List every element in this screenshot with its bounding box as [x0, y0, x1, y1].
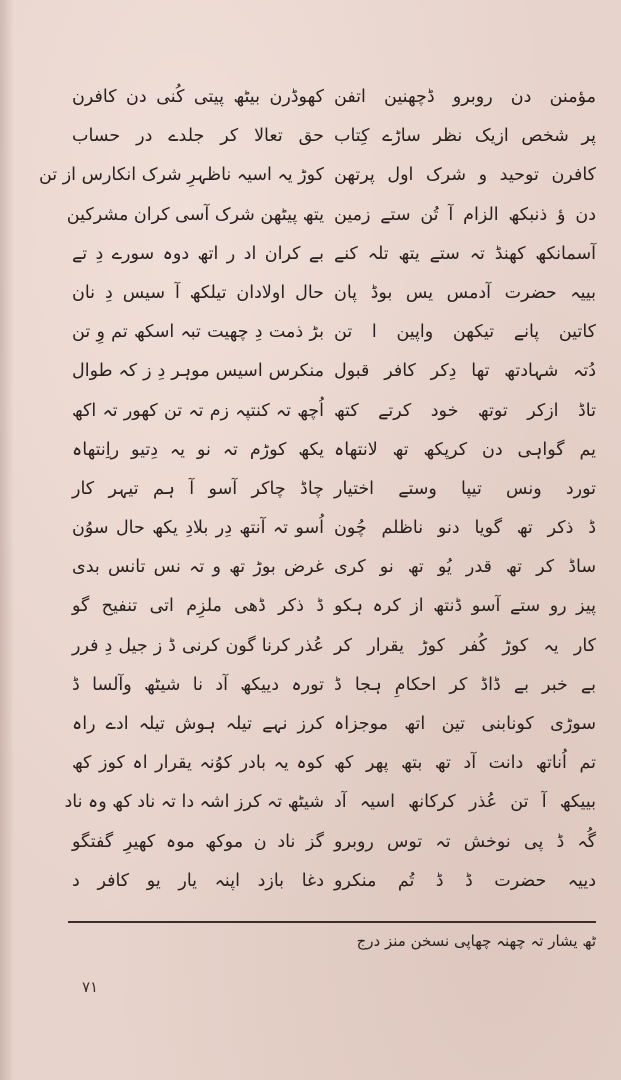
right-column-line: سوڑی کونابنی تین اتھ موجزاہ: [334, 714, 596, 734]
left-column-line: یتھ پیٹھن شرک آسی کران مشرکین: [66, 204, 324, 225]
right-column-line: تورد ونس تیپا وستے اختیار: [334, 478, 596, 499]
page-shadow-edge: [0, 0, 14, 1080]
left-column-line: گز ناد ن موکھ موہ کھیرِ گفتگو: [72, 831, 324, 852]
left-column-line: غرض بوڑ تھ و تہ نس تانس بدی: [72, 557, 324, 578]
right-column-line: بییکھ آ تن عُذر کرکانھ اسیہ آد: [334, 792, 596, 813]
left-column-line: بڑ ذمت دِ چھیت تبہ اسکھ تم وِ تن: [72, 322, 324, 343]
left-column-line: منکرس اسیس موہر دِ ز کہ طوال: [72, 361, 324, 382]
right-column-line: گُہ ڈ پی نوخش تہ توس روبرو: [334, 831, 596, 852]
right-column-line: دُتہ شہادتھ تھا دِکر کافر قبول: [334, 361, 596, 382]
left-column-line: اُسو تہ آنتھ دِر بلادِ یکھ حال سوُن: [72, 518, 324, 539]
left-column-line: چاڈ چاکر آسو آ ہم تیہر کار: [72, 478, 324, 499]
right-column-line: مؤمنن دن روبرو ڈچھنین اتفن: [334, 87, 596, 107]
right-column-line: بییہ حضرت آدمس یس بوڈ پان: [334, 282, 596, 303]
left-column-line: ڈ ذکر ڈھی ملزِم اتی تنفیح گو: [72, 596, 324, 617]
left-column-line: اُچھ تہ کنتپہ زم تہ تن کھور تہ اکھ: [72, 400, 324, 421]
right-verse-column: [334, 78, 596, 901]
right-column-line: پیز رو ستے آسو ڈنتھ از کرہ ہکو: [334, 596, 596, 617]
footnote-text: ٹھ یشار تہ چھنہ چھاپی نسخن منز درج: [356, 932, 596, 950]
left-column-line: کوہ یہ بادر کوُنہ یقرار اہ کوز کھ: [72, 753, 324, 774]
left-column-line: یکھ کوڑم تہ نو یہ دِتیو راِنتھاہ: [72, 439, 324, 460]
right-column-line: آسمانکھ کھنڈ تہ ستے یتھ تلہ کنے: [334, 243, 596, 264]
left-column-line: شیٹھ تہ کرز اشہ دا تہ ناد کھ وہ ناد: [64, 792, 324, 813]
left-column-line: حال اولادان تیلکھ آ سیس دِ نان: [72, 282, 324, 303]
left-column-line: کرز نہے تیلہ ہوش تیلہ ادے راہ: [72, 714, 324, 734]
page-number: ٧١: [82, 978, 99, 996]
left-verse-column: [38, 78, 324, 901]
left-column-line: عُذر کرنا گون کرنی ڈ ز جیل دِ فرر: [72, 635, 324, 656]
left-column-line: کوڑ یہ اسیہ ناظہرِ شرک انکارس از تن: [38, 165, 324, 186]
right-column-line: تم اُناتھ دانت آد تھ بتھ پھر کھ: [334, 753, 596, 774]
left-column-line: کھوڈرن بیٹھ پیتی کُنی دن کافرن: [72, 87, 324, 107]
right-column-line: دییہ حضرت ڈ ڈ تُم منکرو: [334, 870, 596, 891]
right-column-line: کاتین پانے تیکھن واپین ا تن: [334, 322, 596, 343]
right-column-line: ساڈ کر تھ قدر یُو تھ نو کری: [334, 557, 596, 578]
right-column-line: تاڈ ازکر توتھ خود کرتے کتھ: [334, 400, 596, 421]
left-column-line: حق تعالا کر جلدے در حساب: [72, 126, 324, 147]
right-column-line: دن ؤ ذنبکھ الزام آ تُن ستے زمین: [334, 204, 596, 225]
right-column-line: کار یہ کوڑ کُفر کوڑ یقرار کر: [334, 635, 596, 656]
right-column-line: کافرن توحید و شرک اول پرتھن: [334, 165, 596, 186]
right-column-line: یم گواہی دن کرپکھ تھ لانتھاہ: [334, 439, 596, 460]
left-column-line: تورہ دییکھ آد نا شیٹھ وآلسا ڈ: [72, 674, 324, 695]
right-column-line: پر شخص ازیک نظر ساڑے کِتاب: [334, 126, 596, 147]
footnote-divider: [68, 921, 596, 923]
left-column-line: بے کران اد ر اتھ دوہ سورے دِ تے: [72, 243, 324, 264]
left-column-line: دغا بازد اپنہ یار یو کافر د: [72, 870, 324, 891]
right-column-line: ڈ ذکر تھ گویا دنو ناظلم چُون: [334, 518, 596, 539]
right-column-line: بے خبر بے ڈاڈ کر احکامِ ہجا ڈ: [334, 674, 596, 695]
